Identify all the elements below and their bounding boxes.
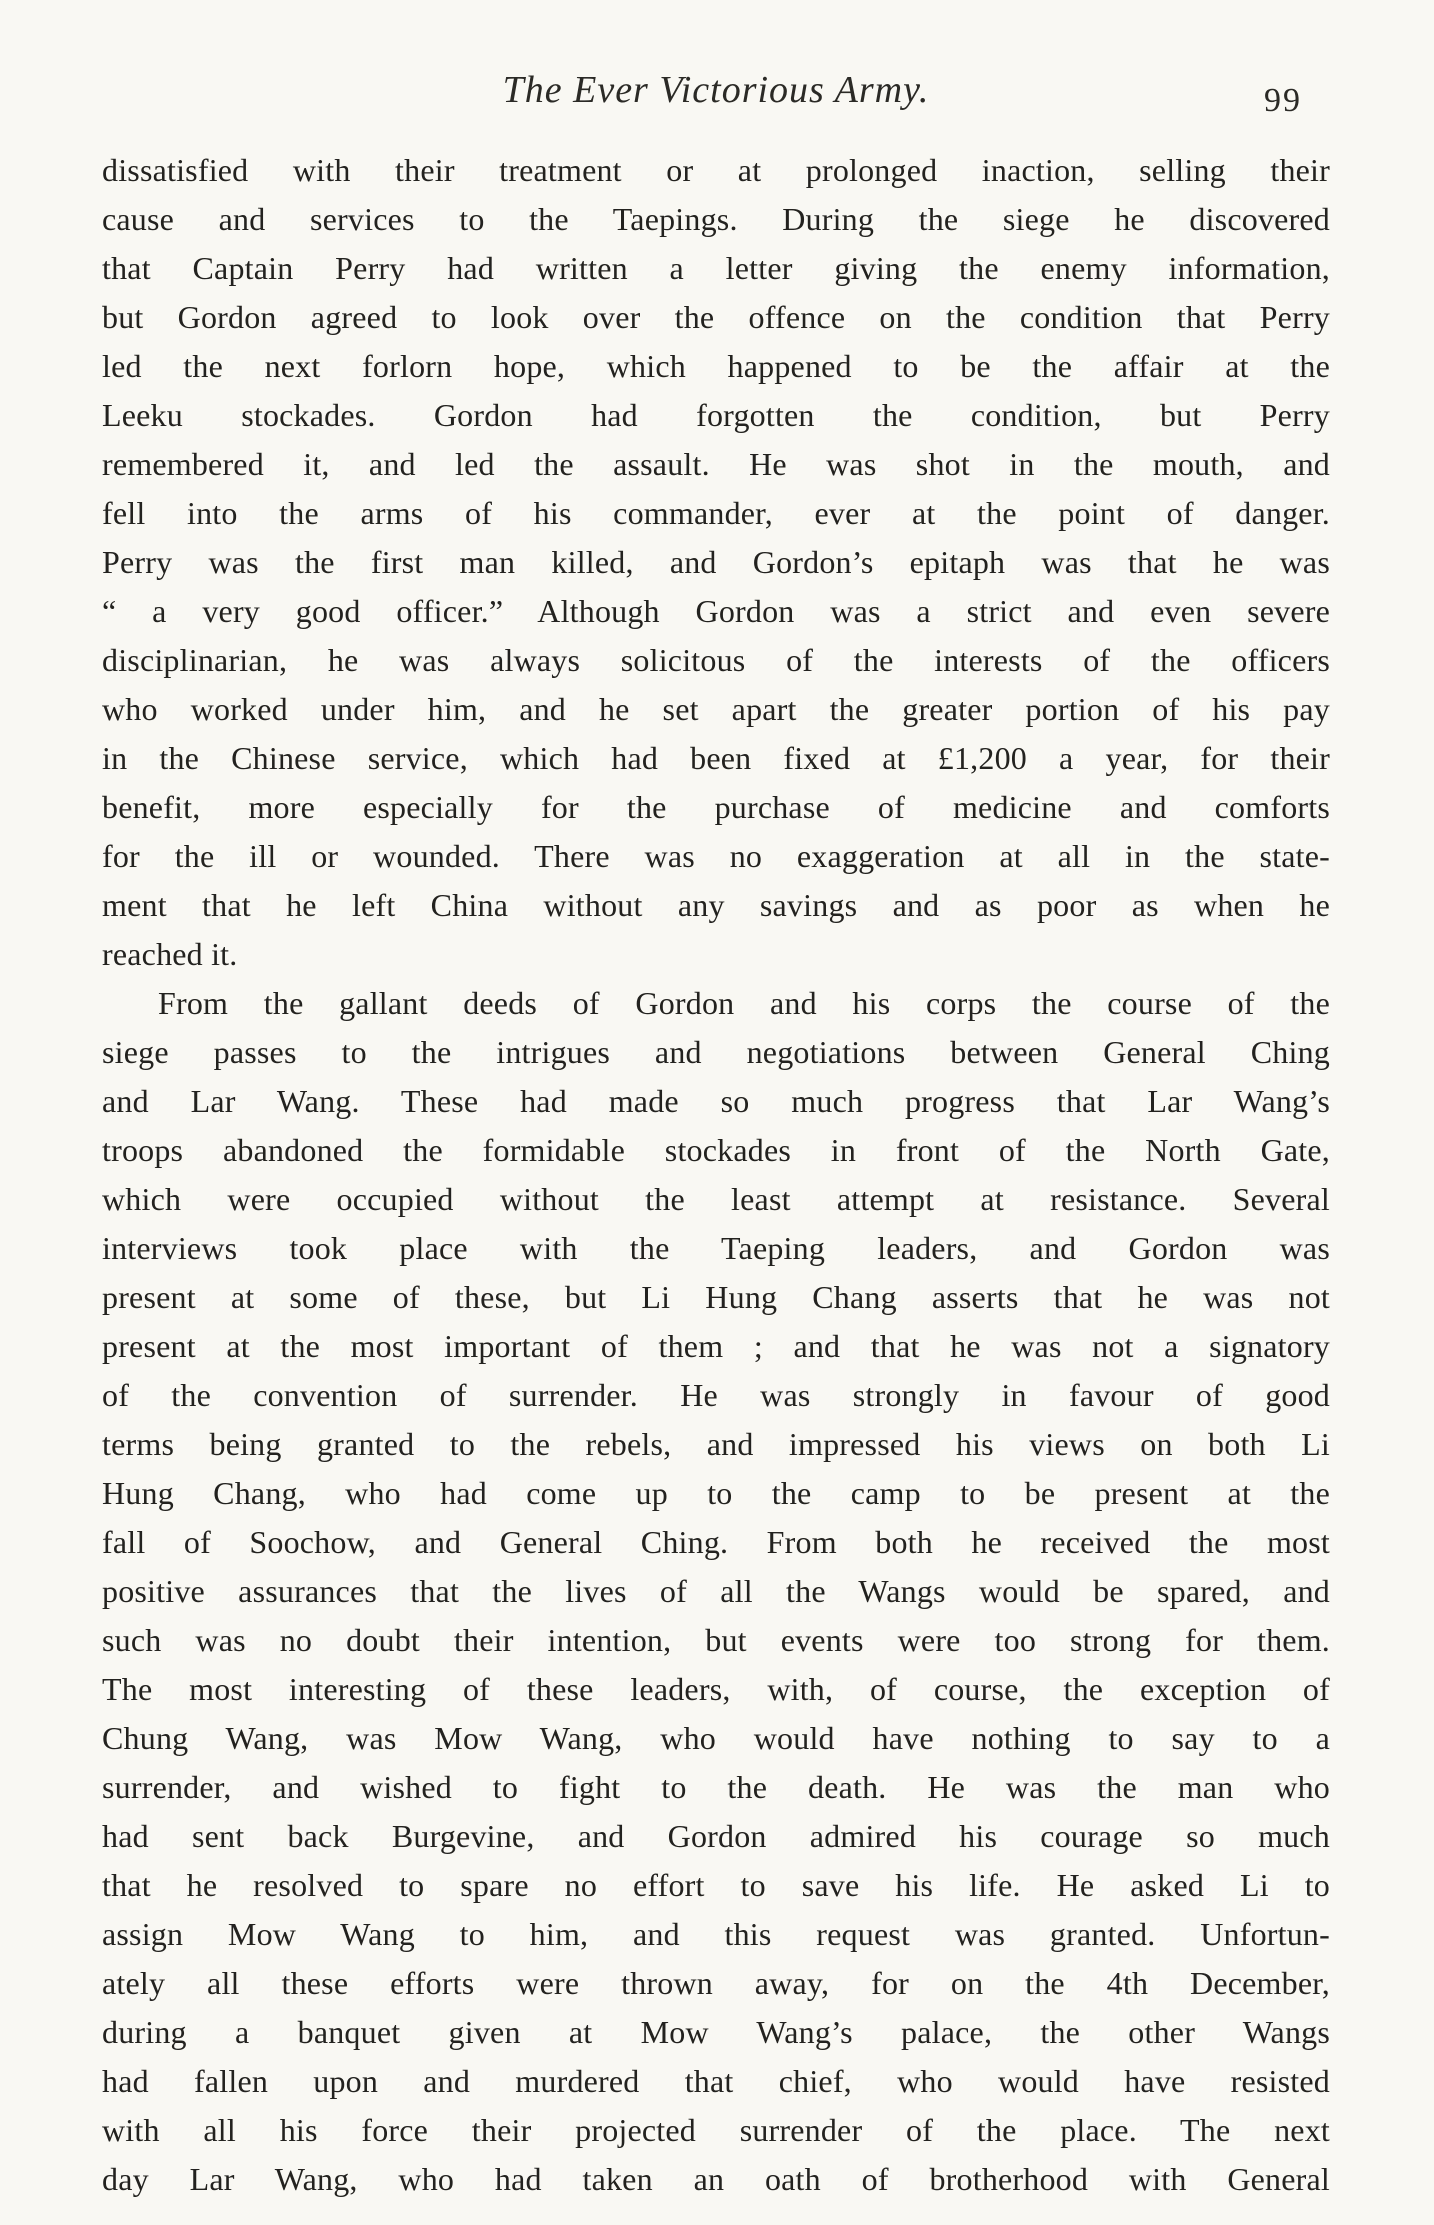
page-number: 99 [1264,82,1302,119]
text-line: The most interesting of these leaders, with, of course, the exception of [102,1671,1330,1707]
text-line: which were occupied without the least attempt at resistance. Several [102,1181,1330,1217]
text-line: reached it. [102,936,238,972]
text-line: led the next forlorn hope, which happened to be the affair at the [102,348,1330,384]
text-line: interviews took place with the Taeping leaders, and Gordon was [102,1230,1330,1266]
text-line: ately all these efforts were thrown away, for on the 4th December, [102,1965,1330,2001]
text-line: benefit, more especially for the purchase of medicine and comforts [102,789,1330,825]
text-line: Chung Wang, was Mow Wang, who would have nothing to say to a [102,1720,1330,1756]
text-line: From the gallant deeds of Gordon and his corps the course of the [158,985,1330,1021]
text-line: for the ill or wounded. There was no exaggeration at all in the state- [102,838,1330,874]
text-line: such was no doubt their intention, but events were too strong for them. [102,1622,1330,1658]
text-line: “ a very good officer.” Although Gordon was a strict and even severe [102,593,1330,629]
page-header [102,68,1330,120]
text-line: siege passes to the intrigues and negotiations between General Ching [102,1034,1330,1070]
text-line: who worked under him, and he set apart the greater portion of his pay [102,691,1330,727]
text-line: remembered it, and led the assault. He was shot in the mouth, and [102,446,1330,482]
paragraph [102,146,1330,979]
text-line: that he resolved to spare no effort to save his life. He asked Li to [102,1867,1330,1903]
text-line: troops abandoned the formidable stockades in front of the North Gate, [102,1132,1330,1168]
page-body [102,146,1330,2204]
text-line: dissatisfied with their treatment or at prolonged inaction, selling their [102,152,1330,188]
text-line: present at some of these, but Li Hung Chang asserts that he was not [102,1279,1330,1315]
text-line: that Captain Perry had written a letter giving the enemy information, [102,250,1330,286]
text-line: disciplinarian, he was always solicitous of the interests of the officers [102,642,1330,678]
paragraph [102,979,1330,2204]
text-line: Leeku stockades. Gordon had forgotten the condition, but Perry [102,397,1330,433]
running-title: The Ever Victorious Army. [502,69,930,111]
text-line: surrender, and wished to fight to the death. He was the man who [102,1769,1330,1805]
text-line: but Gordon agreed to look over the offence on the condition that Perry [102,299,1330,335]
text-line: fall of Soochow, and General Ching. From both he received the most [102,1524,1330,1560]
text-line: present at the most important of them ; and that he was not a signatory [102,1328,1330,1364]
text-line: assign Mow Wang to him, and this request was granted. Unfortun- [102,1916,1330,1952]
text-line: positive assurances that the lives of all the Wangs would be spared, and [102,1573,1330,1609]
text-line: fell into the arms of his commander, ever at the point of danger. [102,495,1330,531]
text-line: cause and services to the Taepings. During the siege he discovered [102,201,1330,237]
text-line: day Lar Wang, who had taken an oath of brotherhood with General [102,2161,1330,2197]
text-line: and Lar Wang. These had made so much progress that Lar Wang’s [102,1083,1330,1119]
text-line: ment that he left China without any savings and as poor as when he [102,887,1330,923]
text-line: terms being granted to the rebels, and impressed his views on both Li [102,1426,1330,1462]
text-line: in the Chinese service, which had been fixed at £1,200 a year, for their [102,740,1330,776]
text-line: Perry was the first man killed, and Gordon’s epitaph was that he was [102,544,1330,580]
text-line: Hung Chang, who had come up to the camp to be present at the [102,1475,1330,1511]
text-line: during a banquet given at Mow Wang’s palace, the other Wangs [102,2014,1330,2050]
text-line: with all his force their projected surrender of the place. The next [102,2112,1330,2148]
text-line: had sent back Burgevine, and Gordon admired his courage so much [102,1818,1330,1854]
text-line: of the convention of surrender. He was strongly in favour of good [102,1377,1330,1413]
text-line: had fallen upon and murdered that chief, who would have resisted [102,2063,1330,2099]
